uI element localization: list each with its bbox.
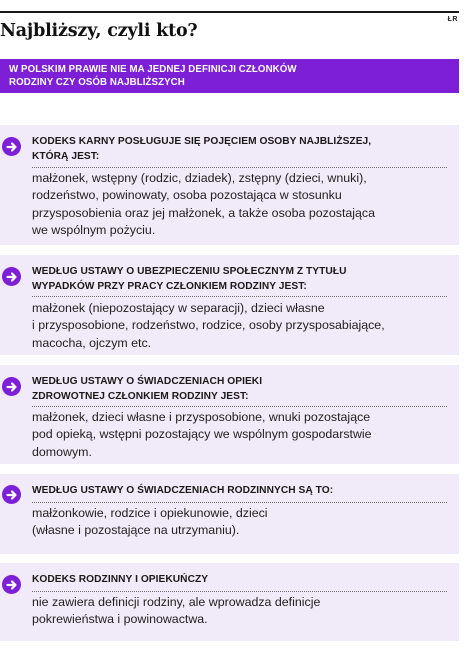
- arrow-right-circle-icon: [2, 267, 21, 286]
- section-body: [32, 594, 449, 629]
- section-body-line: i przysposobione, rodzeństwo, rodzice, osoby przysposabiające,: [32, 318, 385, 333]
- section-heading-line: WEDŁUG USTAWY O UBEZPIECZENIU SPOŁECZNYM Z TYTUŁU: [32, 266, 347, 277]
- section-body: [32, 170, 449, 239]
- section-heading-line: KODEKS KARNY POSŁUGUJE SIĘ POJĘCIEM OSOBY NAJBLIŻSZEJ,: [32, 136, 372, 147]
- section-heading: [32, 573, 447, 588]
- section-heading: [32, 375, 447, 404]
- dotted-divider: [32, 406, 447, 407]
- section-family-benefits: [0, 474, 459, 554]
- section-family-code: [0, 563, 459, 641]
- banner-line: RODZINY CZY OSÓB NAJBLIŻSZYCH: [9, 76, 185, 88]
- banner-line: W POLSKIM PRAWIE NIE MA JEDNEJ DEFINICJI CZŁONKÓW: [9, 64, 297, 75]
- section-body-line: małżonek (niepozostający w separacji), dzieci własne: [32, 301, 325, 315]
- section-heading-line: WEDŁUG USTAWY O ŚWIADCZENIACH OPIEKI: [32, 376, 263, 387]
- top-rule: [0, 11, 459, 13]
- dotted-divider: [32, 167, 447, 168]
- section-heading-line: KTÓRĄ JEST:: [32, 150, 100, 162]
- section-body-line: nie zawiera definicji rodziny, ale wprowadza definicje: [32, 595, 321, 609]
- arrow-right-circle-icon: [2, 377, 21, 396]
- section-accident-insurance: [0, 255, 459, 355]
- section-heading-line: WEDŁUG USTAWY O ŚWIADCZENIACH RODZINNYCH SĄ TO:: [32, 485, 334, 496]
- section-health-care: [0, 365, 459, 464]
- section-body-line: pod opieką, wstępni pozostający we wspólnym gospodarstwie: [32, 427, 372, 442]
- arrow-right-circle-icon: [2, 485, 21, 504]
- section-heading-line: WYPADKÓW PRZY PRACY CZŁONKIEM RODZINY JEST:: [32, 280, 307, 292]
- section-body: [32, 505, 449, 540]
- section-heading: [32, 484, 447, 499]
- section-body: [32, 409, 449, 461]
- section-heading: [32, 135, 447, 164]
- arrow-right-circle-icon: [2, 137, 21, 156]
- section-heading-line: KODEKS RODZINNY I OPIEKUŃCZY: [32, 574, 209, 585]
- intro-banner: [0, 59, 459, 93]
- section-body-line: domowym.: [32, 444, 92, 459]
- dotted-divider: [32, 591, 447, 592]
- section-body-line: małżonek, wstępny (rodzic, dziadek), zstępny (dzieci, wnuki),: [32, 171, 367, 185]
- page-title: Najbliższy, czyli kto?: [0, 21, 198, 41]
- section-body-line: (własne i pozostające na utrzymaniu).: [32, 523, 240, 538]
- section-penal-code: [0, 125, 459, 245]
- section-body-line: małżonkowie, rodzice i opiekunowie, dzieci: [32, 506, 268, 520]
- section-heading-line: ZDROWOTNEJ CZŁONKIEM RODZINY JEST:: [32, 390, 249, 402]
- section-body-line: małżonek, dzieci własne i przysposobione, wnuki pozostające: [32, 410, 371, 424]
- dotted-divider: [32, 502, 447, 503]
- author-credit: ŁR: [447, 16, 458, 23]
- section-body-line: macocha, ojczym etc.: [32, 335, 152, 350]
- section-body: [32, 300, 449, 352]
- section-body-line: pokrewieństwa i powinowactwa.: [32, 612, 208, 627]
- section-body-line: rodzeństwo, powinowaty, osoba pozostająca w stosunku: [32, 188, 342, 203]
- dotted-divider: [32, 296, 447, 297]
- section-body-line: przysposobienia oraz jej małżonek, a także osoba pozostająca: [32, 205, 376, 220]
- section-heading: [32, 265, 447, 294]
- section-body-line: we wspólnym pożyciu.: [32, 222, 156, 237]
- arrow-right-circle-icon: [2, 575, 21, 594]
